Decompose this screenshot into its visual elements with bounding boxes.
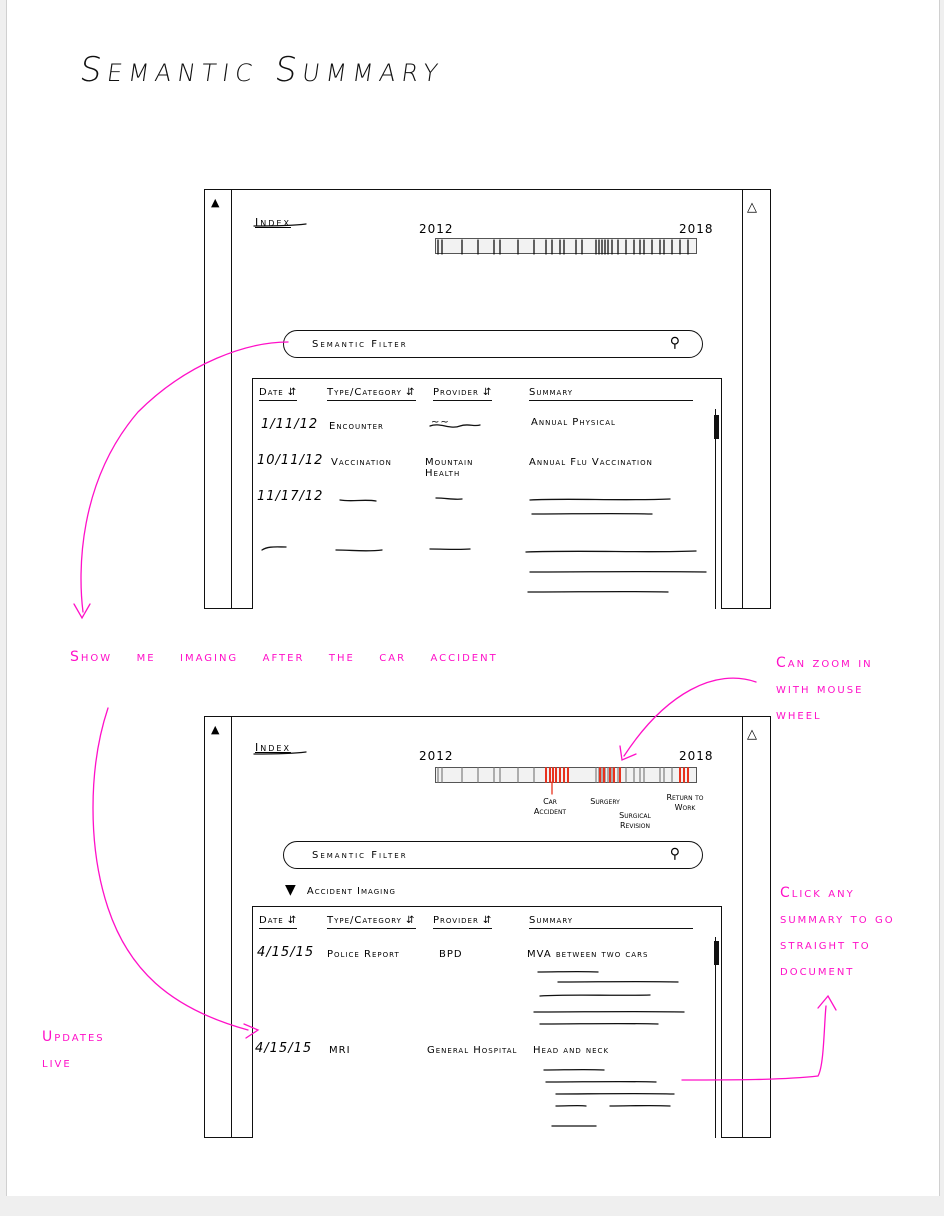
row2-type: MRI	[329, 1045, 351, 1056]
landmark-return-to-work[interactable]: Return to Work	[666, 793, 704, 812]
timeline-end-year: 2018	[679, 749, 714, 763]
timeline-end-year: 2018	[679, 222, 714, 236]
timeline-start-year: 2012	[419, 222, 454, 236]
filter-icon: ▼	[285, 882, 296, 898]
search-placeholder: Semantic Filter	[312, 850, 408, 861]
column-label: Summary	[529, 387, 574, 398]
query-annotation: Show me imaging after the car accident	[70, 649, 498, 665]
row2-provider: Mountain Health	[425, 457, 474, 479]
row1-summary[interactable]: Annual Physical	[531, 417, 616, 428]
landmark-surgical-revision[interactable]: Surgical Revision	[619, 811, 651, 830]
active-filter-label: Accident Imaging	[306, 886, 396, 897]
search-icon[interactable]: ⚲	[669, 335, 680, 351]
row1-type: Police Report	[327, 949, 400, 960]
column-label: Date	[259, 387, 284, 398]
row2-summary[interactable]: Head and neck	[533, 1045, 610, 1056]
settings-icon[interactable]: △	[747, 200, 757, 215]
sort-icon[interactable]: ⇵	[483, 915, 493, 926]
row1-type: Encounter	[329, 421, 384, 432]
page-title: Semantic Summary	[77, 50, 447, 90]
landmark-car-accident[interactable]: Car Accident	[533, 797, 567, 816]
row2-date: 4/15/15	[255, 1041, 313, 1056]
updates-annotation: Updates live	[42, 1029, 105, 1071]
back-icon[interactable]: ▲	[211, 196, 220, 209]
row3-date: 11/17/12	[257, 489, 324, 504]
screen2-highlighted-ticks	[546, 768, 688, 782]
row1-date: 1/11/12	[261, 417, 319, 432]
back-icon[interactable]: ▲	[211, 723, 220, 736]
index-label: Index	[255, 216, 291, 229]
screen1-timeline-ticks	[438, 240, 688, 254]
sort-icon[interactable]: ⇵	[287, 915, 298, 926]
row2-provider: General Hospital	[427, 1045, 518, 1056]
row1-date: 4/15/15	[257, 945, 315, 960]
search-icon[interactable]: ⚲	[669, 846, 680, 862]
settings-icon[interactable]: △	[747, 727, 757, 742]
landmark-surgery[interactable]: Surgery	[590, 797, 620, 806]
row1-provider: BPD	[439, 949, 463, 960]
row2-summary[interactable]: Annual Flu Vaccination	[529, 457, 653, 468]
annotation-arrows	[74, 342, 836, 1080]
column-label: Date	[259, 915, 284, 926]
index-label: Index	[255, 741, 291, 754]
column-label: Provider	[433, 387, 479, 398]
column-label: Summary	[529, 915, 574, 926]
sort-icon[interactable]: ⇵	[406, 915, 416, 926]
column-label: Type/Category	[327, 915, 402, 926]
sort-icon[interactable]: ⇵	[287, 387, 298, 398]
zoom-annotation: Can zoom in with mouse wheel	[776, 655, 873, 723]
click-annotation: Click any summary to go straight to document	[780, 885, 895, 979]
row2-date: 10/11/12	[257, 453, 324, 468]
column-label: Type/Category	[327, 387, 402, 398]
row2-type: Vaccination	[331, 457, 392, 468]
column-label: Provider	[433, 915, 479, 926]
timeline-start-year: 2012	[419, 749, 454, 763]
sort-icon[interactable]: ⇵	[406, 387, 416, 398]
row1-summary[interactable]: MVA between two cars	[527, 949, 649, 960]
row1-provider: ~~	[431, 417, 450, 428]
search-placeholder: Semantic Filter	[312, 339, 408, 350]
sort-icon[interactable]: ⇵	[483, 387, 493, 398]
